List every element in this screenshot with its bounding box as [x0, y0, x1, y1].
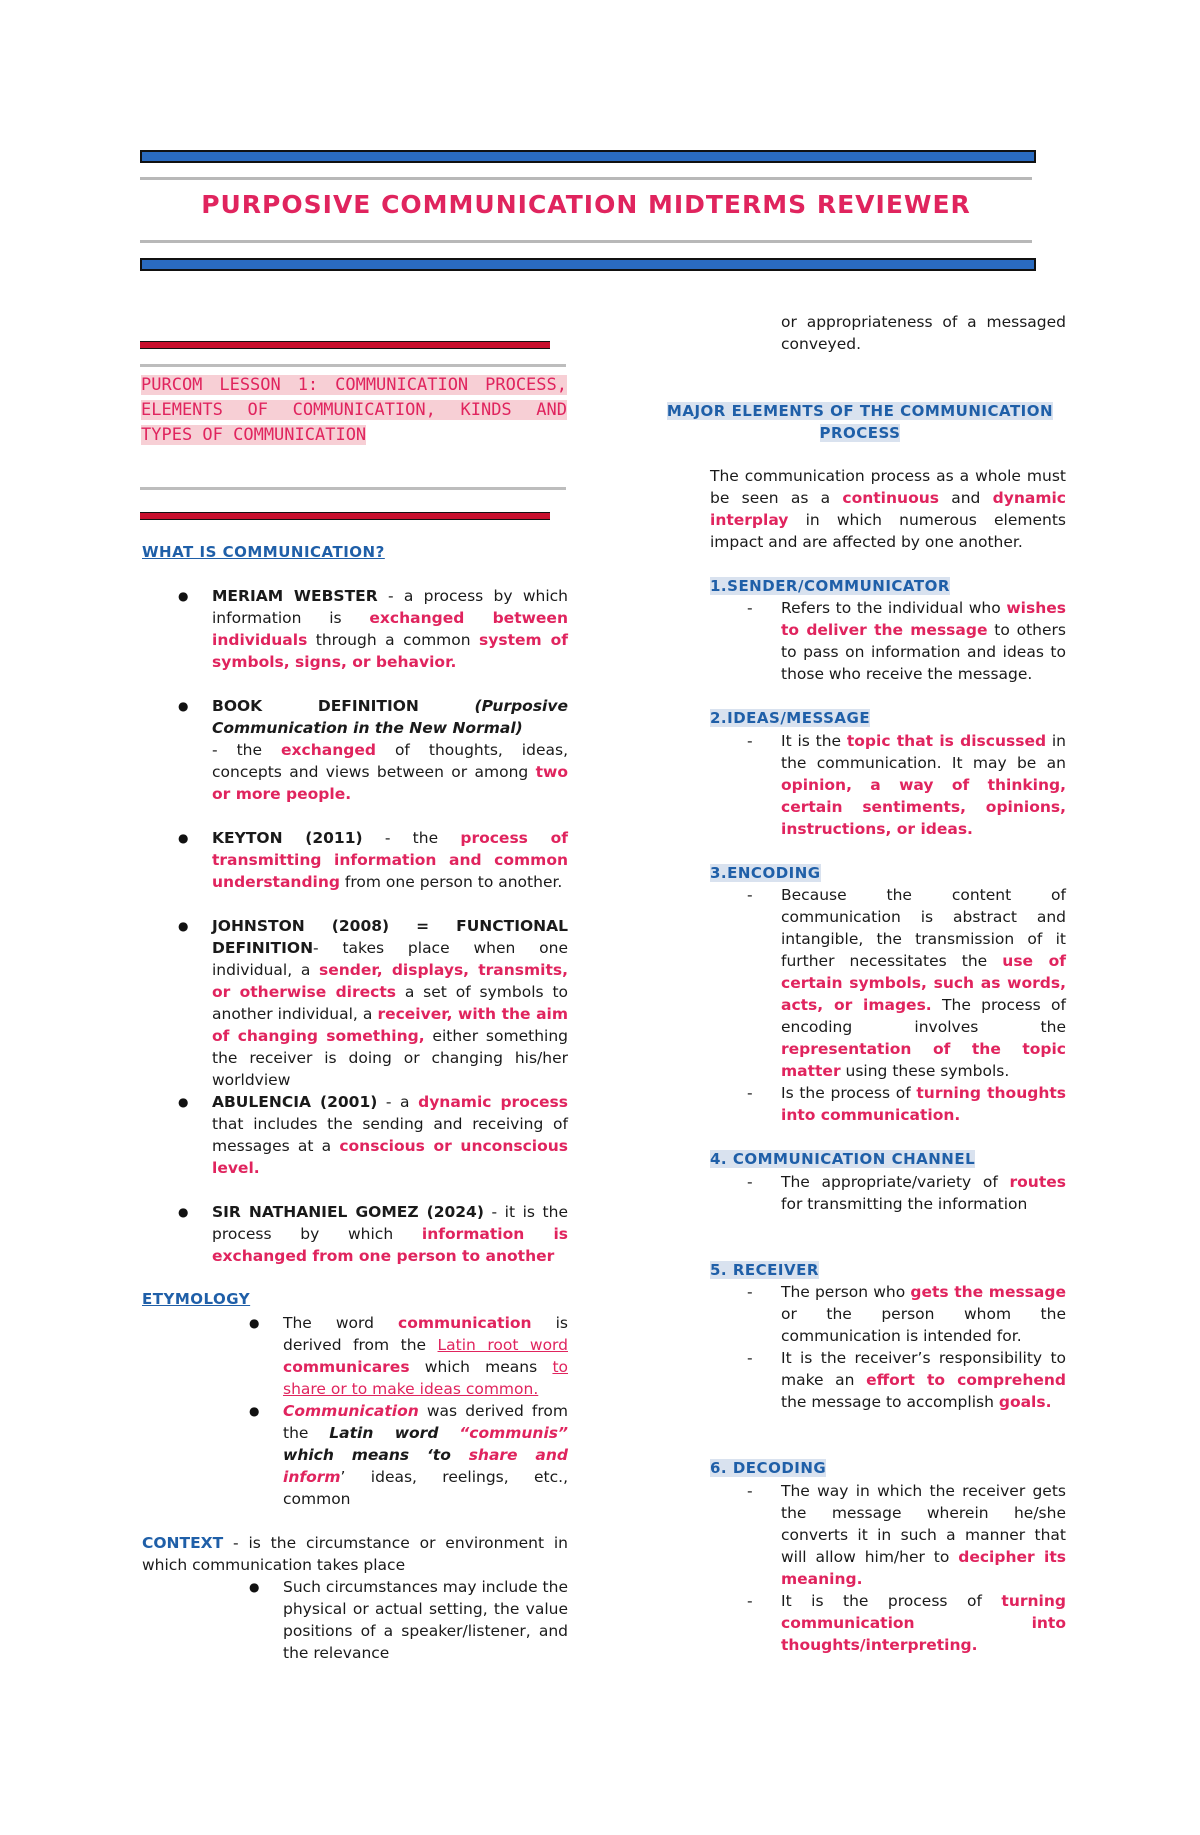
- context-list: [283, 1576, 568, 1664]
- definition-item: ● JOHNSTON (2008) = FUNCTIONAL DEFINITION- takes place when one individual, a sender, displays, transmits, or otherwise directs a set of symbols to another individual, a receiver, with the aim of changing something, either something the receiver is doing or changing his/her worldview: [212, 915, 568, 1091]
- definition-item: ● KEYTON (2011) - the process of transmitting information and common understanding from one person to another.: [212, 827, 568, 893]
- definition-item: ● MERIAM WEBSTER - a process by which information is exchanged between individuals through a common system of symbols, signs, or behavior.: [212, 585, 568, 673]
- lesson-rule-bottom: [140, 487, 566, 490]
- context-continued: or appropriateness of a messaged conveyed.: [781, 313, 1066, 353]
- element-1-heading: 1.SENDER/COMMUNICATOR: [710, 577, 950, 595]
- lesson-rule-top: [140, 364, 566, 367]
- document-title: PURPOSIVE COMMUNICATION MIDTERMS REVIEWER: [201, 190, 971, 219]
- lesson-bottom-bar: [140, 512, 550, 520]
- etymology-item: ● The word communication is derived from the Latin root word communicares which means to share or to make ideas common.: [283, 1312, 568, 1400]
- header-bottom-bar: [140, 258, 1036, 271]
- etymology-item: ● Communication was derived from the Latin word “communis” which means ‘to share and inform’ ideas, reelings, etc., common: [283, 1400, 568, 1510]
- major-intro: The communication process as a whole must be seen as a continuous and dynamic interplay in which numerous elements impact and are affected by one another.: [710, 467, 1066, 551]
- definitions-list: [212, 585, 568, 1267]
- definition-item: ● ABULENCIA (2001) - a dynamic process that includes the sending and receiving of messages at a conscious or unconscious level.: [212, 1091, 568, 1179]
- element-2-heading: 2.IDEAS/MESSAGE: [710, 709, 871, 727]
- element-3-heading: 3.ENCODING: [710, 864, 821, 882]
- etymology-heading: ETYMOLOGY: [142, 1290, 251, 1308]
- element-3-body: - Because the content of communication is abstract and intangible, the transmission of it further necessitates the use of certain symbols, such as words, acts, or images. The process of encoding involves the representation of the topic matter using these symbols. - Is the process of turning thoughts into communication.: [781, 884, 1066, 1126]
- element-5-heading: 5. RECEIVER: [710, 1261, 819, 1279]
- header-top-bar: [140, 150, 1036, 163]
- context-paragraph: CONTEXT - is the circumstance or environment in which communication takes place: [142, 1534, 568, 1574]
- element-6-body: - The way in which the receiver gets the message wherein he/she converts it in such a manner that will allow him/her to decipher its meaning. - It is the process of turning communication into thoughts/interpreting.: [781, 1480, 1066, 1656]
- element-2-body: - It is the topic that is discussed in the communication. It may be an opinion, a way of thinking, certain sentiments, opinions, instructions, or ideas.: [781, 730, 1066, 840]
- lesson-title: PURCOM LESSON 1: COMMUNICATION PROCESS, ELEMENTS OF COMMUNICATION, KINDS AND TYPES OF COMMUNICATION: [141, 375, 567, 445]
- what-is-heading: WHAT IS COMMUNICATION?: [142, 543, 385, 561]
- element-6-heading: 6. DECODING: [710, 1459, 827, 1477]
- context-item: ● Such circumstances may include the physical or actual setting, the value positions of a speaker/listener, and the relevance: [283, 1576, 568, 1664]
- major-elements-heading: MAJOR ELEMENTS OF THE COMMUNICATION PROCESS: [666, 402, 1054, 442]
- header-rule-top: [140, 177, 1032, 180]
- element-5-body: - The person who gets the message or the person whom the communication is intended for. - It is the receiver’s responsibility to make an effort to comprehend the message to accomplish goals.: [781, 1281, 1066, 1413]
- definition-item: ● SIR NATHANIEL GOMEZ (2024) - it is the process by which information is exchanged from one person to another: [212, 1201, 568, 1267]
- element-4-heading: 4. COMMUNICATION CHANNEL: [710, 1150, 976, 1168]
- element-1-body: - Refers to the individual who wishes to deliver the message to others to pass on information and ideas to those who receive the message.: [781, 597, 1066, 685]
- definition-item: ● BOOK DEFINITION (Purposive Communication in the New Normal) - the exchanged of thoughts, ideas, concepts and views between or among two or more people.: [212, 695, 568, 805]
- header-rule-bottom: [140, 240, 1032, 243]
- lesson-top-bar: [140, 341, 550, 349]
- etymology-list: [283, 1312, 568, 1510]
- element-4-body: - The appropriate/variety of routes for transmitting the information: [781, 1171, 1066, 1215]
